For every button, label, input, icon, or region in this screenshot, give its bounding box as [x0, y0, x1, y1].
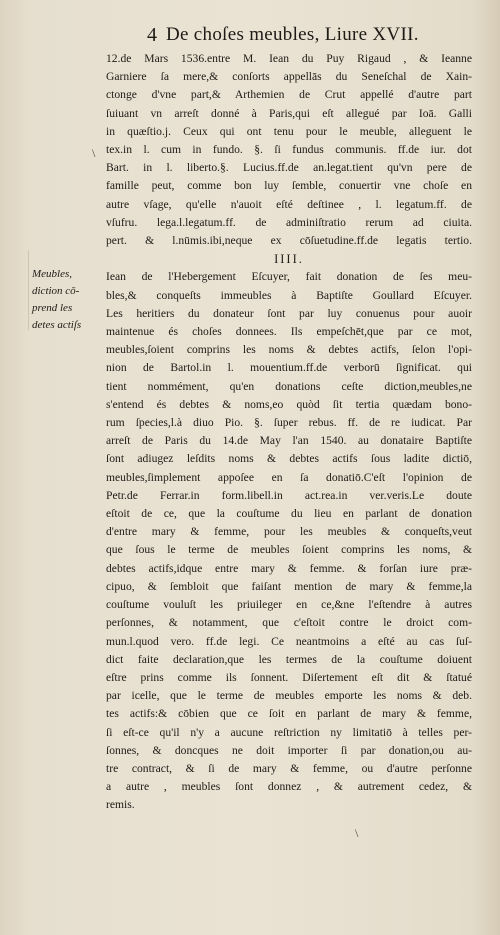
text-line: perſonnes, & notamment, que c'eſtoit contre le droict com- — [106, 616, 472, 630]
text-line: rum ſpecies,l.à diuo Pio. §. ſuper rebus. ff. de re iudicat. Par — [106, 416, 472, 430]
text-line: Les heritiers du donateur ſont par luy conuenus pour auoir — [106, 306, 472, 320]
text-line: d'entre mary & femme, pour les meubles & conqueſts,veut — [106, 525, 472, 539]
text-line: tient nommément, qu'en donations ceſte diction,meubles,ne — [106, 379, 472, 393]
text-line: autre vſage, qu'elle n'auoit eſté deſtinee , l. legatum.ff. de — [106, 197, 472, 211]
text-line: debtes actifs,idque entre mary & femme. & forſan iure præ- — [106, 561, 472, 575]
text-line: meubles,ſimplement appoſee en ſa donatiō.C'eſt l'opinion de — [106, 470, 472, 484]
text-line: Iean de l'Hebergement Eſcuyer, fait donation de ſes meu- — [106, 270, 472, 284]
margin-note — [32, 266, 104, 334]
text-line: mun.l.quod vero. ff.de legi. Ce neantmoins a eſté au cas ſuſ- — [106, 634, 472, 648]
text-line: a autre , meubles ſont donnez , & autrement cedez, & — [106, 780, 472, 794]
text-line: tre contract, & ſi de mary & femme, ou d'autre perſonne — [106, 761, 472, 775]
ink-mark: \ — [355, 826, 359, 840]
text-line: Garniere ſa mere,& conſorts appellās du Seneſchal de Xain- — [106, 70, 472, 84]
gutter-shadow — [28, 250, 29, 330]
margin-note-line: detes actiſs — [32, 319, 82, 331]
text-line: ſonnes, & doncques ne doit importer ſi par donation,ou au- — [106, 743, 472, 757]
text-line: famille peut, comme bon luy ſemble, conuertir vne choſe en — [106, 179, 472, 193]
text-line: pert. & l.nūmis.ibi,neque ex cōſuetudine.ff.de legatis tertio. — [106, 234, 472, 248]
text-line: arreſt de Paris du 14.de May l'an 1540. au donataire Baptiſte — [106, 434, 472, 448]
text-line: par icelle, que le terme de meubles emporte les noms & deb. — [106, 689, 472, 703]
text-line: in quæſtio.j. Ceux qui ont tenu pour le meuble, alleguent le — [106, 124, 472, 138]
page-header — [0, 22, 500, 50]
text-line: tex.in l. cum in fundo. §. ſi fundus communis. ff.de iur. dot — [106, 143, 472, 157]
running-title: De choſes meubles, Liure XVII. — [166, 24, 419, 45]
margin-note-line: prend les — [32, 302, 73, 314]
text-line: vſufru. lega.l.legatum.ff. de adminiſtratio rerum ad ciuita. — [106, 215, 472, 229]
text-line: Bart. in l. liberto.§. Lucius.ff.de an.legat.tient qu'vn pere de — [106, 161, 472, 175]
text-line: meubles,ſoient comprins les noms & debtes actifs, ſelon l'opi- — [106, 343, 472, 357]
text-line: dict faite declaration,que les termes de la couſtume doiuent — [106, 652, 472, 666]
page-number: 4 — [147, 24, 157, 46]
text-line: maintenue és choſes donnees. Ils empeſchēt,que par ce mot, — [106, 325, 472, 339]
section-number: IIII. — [274, 252, 304, 267]
text-line: cipuo, & ſembloit que faiſant mention de mary & femme,la — [106, 579, 472, 593]
text-line: remis. — [106, 798, 135, 812]
body-text — [106, 50, 472, 815]
text-line: tes actifs:& cōbien que ce ſoit en parlant de mary & femme, — [106, 707, 472, 721]
margin-note-line: diction cō- — [32, 285, 80, 297]
text-line: ſi eſt-ce qu'il n'y a aucune reſtriction ny limitatiō à telles per- — [106, 725, 472, 739]
text-line: Petr.de Ferrar.in form.libell.in act.rea.in ver.veris.Le doute — [106, 488, 472, 502]
text-line: s'entend és debtes & noms,eo quòd ſit tertia quædam bono- — [106, 397, 472, 411]
text-line: ctonge d'vne part,& Arthemien de Crut appellé d'autre part — [106, 88, 472, 102]
text-line: nion de Bartol.in l. mouentium.ff.de verborū ſignificat. qui — [106, 361, 472, 375]
text-line: bles,& conqueſts immeubles à Baptiſte Goullard Eſcuyer. — [106, 288, 472, 302]
text-line: ſont adiugez leſdits noms & debtes actifs ſous ladite dictiō, — [106, 452, 472, 466]
ink-mark: \ — [92, 146, 96, 160]
text-line: que ſous le terme de meubles ſoient comprins les noms, & — [106, 543, 472, 557]
text-line: eſtoit de ce, que la couſtume du lieu en parlant de donation — [106, 507, 472, 521]
text-line: ſuiuant vn arreſt donné à Paris,qui eſt allegué par Ioā. Galli — [106, 106, 472, 120]
text-line: eſtre prins comme ils ſonnent. Diſertement eſt dit & ſtatué — [106, 670, 472, 684]
text-line: 12.de Mars 1536.entre M. Iean du Puy Rigaud , & Ieanne — [106, 52, 472, 65]
text-line: couſtume vouluſt les priuileger en ce,&ne l'eſtendre à autres — [106, 598, 472, 612]
margin-note-line: Meubles, — [32, 268, 73, 280]
